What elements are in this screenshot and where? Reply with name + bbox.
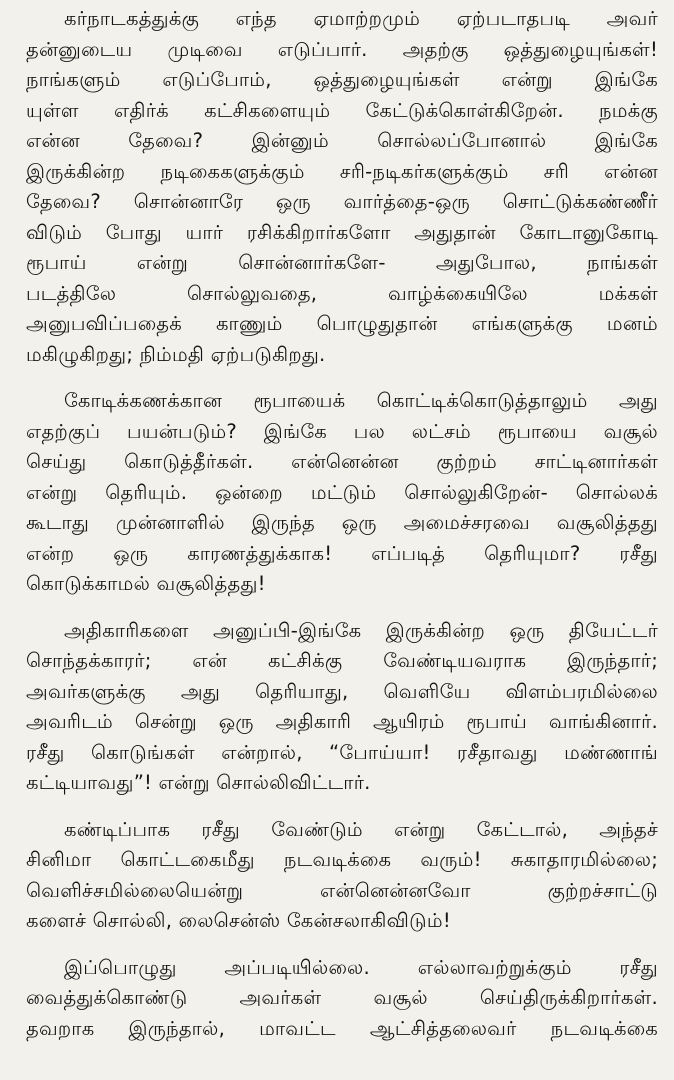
text-line: சொந்தக்காரர்; என் கட்சிக்கு வேண்டியவராக இருந்தார்; <box>26 649 658 672</box>
text-line: கர்நாடகத்துக்கு எந்த ஏமாற்றமும் ஏற்படாதபடி அவர் <box>64 7 658 30</box>
text-line: என்று தெரியும். ஒன்றை மட்டும் சொல்லுகிறேன்- சொல்லக் <box>26 480 658 504</box>
text-line: என்ற ஒரு காரணத்துக்காக! எப்படித் தெரியுமா? ரசீது <box>26 541 658 565</box>
text-line: களைச் சொல்லி, லைசென்ஸ் கேன்சலாகிவிடும்! <box>26 909 451 932</box>
text-line: சினிமா கொட்டகைமீது நடவடிக்கை வரும்! சுகாதாரமில்லை; <box>26 848 658 871</box>
text-line: வைத்துக்கொண்டு அவர்கள் வசூல் செய்திருக்கிறார்கள். <box>26 986 658 1009</box>
paragraph-1 <box>26 4 658 370</box>
text-line: கோடிக்கணக்கான ரூபாயைக் கொட்டிக்கொடுத்தாலும் அது <box>64 389 658 412</box>
text-line: தன்னுடைய முடிவை எடுப்பார். அதற்கு ஒத்துழையுங்கள்! <box>26 37 658 61</box>
text-line: கூடாது முன்னாளில் இருந்த ஒரு அமைச்சரவை வசூலித்தது <box>26 511 658 534</box>
text-line: கட்டியாவது”! என்று சொல்லிவிட்டார். <box>26 771 371 794</box>
text-line: தேவை? சொன்னாரே ஒரு வார்த்தை-ஒரு சொட்டுக்கண்ணீர் <box>26 190 658 213</box>
text-line: இப்பொழுது அப்படியில்லை. எல்லாவற்றுக்கும் ரசீது <box>64 955 658 979</box>
text-line: கண்டிப்பாக ரசீது வேண்டும் என்று கேட்டால், அந்தச் <box>64 817 658 841</box>
text-line: அவரிடம் சென்று ஒரு அதிகாரி ஆயிரம் ரூபாய் வாங்கினார். <box>26 710 658 733</box>
text-line: ரசீது கொடுங்கள் என்றால், “போய்யா! ரசீதாவது மண்ணாங் <box>26 740 658 764</box>
text-line: அதிகாரிகளை அனுப்பி-இங்கே இருக்கின்ற ஒரு தியேட்டர் <box>64 618 658 642</box>
text-line: வெளிச்சமில்லையென்று என்னென்னவோ குற்றச்சாட்டு <box>26 878 658 902</box>
text-line: யுள்ள எதிர்க் கட்சிகளையும் கேட்டுக்கொள்கிறேன். நமக்கு <box>26 98 658 122</box>
text-line: இருக்கின்ற நடிகைகளுக்கும் சரி-நடிகர்களுக்கும் சரி என்ன <box>26 159 658 183</box>
text-line: ரூபாய் என்று சொன்னார்களே- அதுபோல, நாங்கள் <box>26 251 658 274</box>
paragraph-3 <box>26 616 658 799</box>
text-line: அனுபவிப்பதைக் காணும் பொழுதுதான் எங்களுக்கு மனம் <box>26 312 658 335</box>
text-line: தவறாக இருந்தால், மாவட்ட ஆட்சித்தலைவர் நடவடிக்கை <box>26 1016 658 1040</box>
paragraph-4 <box>26 815 658 937</box>
text-line: மகிழுகிறது; நிம்மதி ஏற்படுகிறது. <box>26 342 326 366</box>
text-line: கொடுக்காமல் வசூலித்தது! <box>26 572 266 595</box>
text-line: செய்து கொடுத்தீர்கள். என்னென்ன குற்றம் சாட்டினார்கள் <box>26 450 658 473</box>
paragraph-5 <box>26 953 658 1045</box>
text-line: படத்திலே சொல்லுவதை, வாழ்க்கையிலே மக்கள் <box>26 281 658 305</box>
text-line: என்ன தேவை? இன்னும் சொல்லப்போனால் இங்கே <box>26 129 658 152</box>
text-line: நாங்களும் எடுப்போம், ஒத்துழையுங்கள் என்று இங்கே <box>26 68 658 91</box>
text-line: எதற்குப் பயன்படும்? இங்கே பல லட்சம் ரூபாயை வசூல் <box>26 419 658 443</box>
text-line: அவர்களுக்கு அது தெரியாது, வெளியே விளம்பரமில்லை <box>26 679 658 703</box>
paragraph-2 <box>26 386 658 600</box>
text-line: விடும் போது யார் ரசிக்கிறார்களோ அதுதான் கோடானுகோடி <box>26 220 658 244</box>
